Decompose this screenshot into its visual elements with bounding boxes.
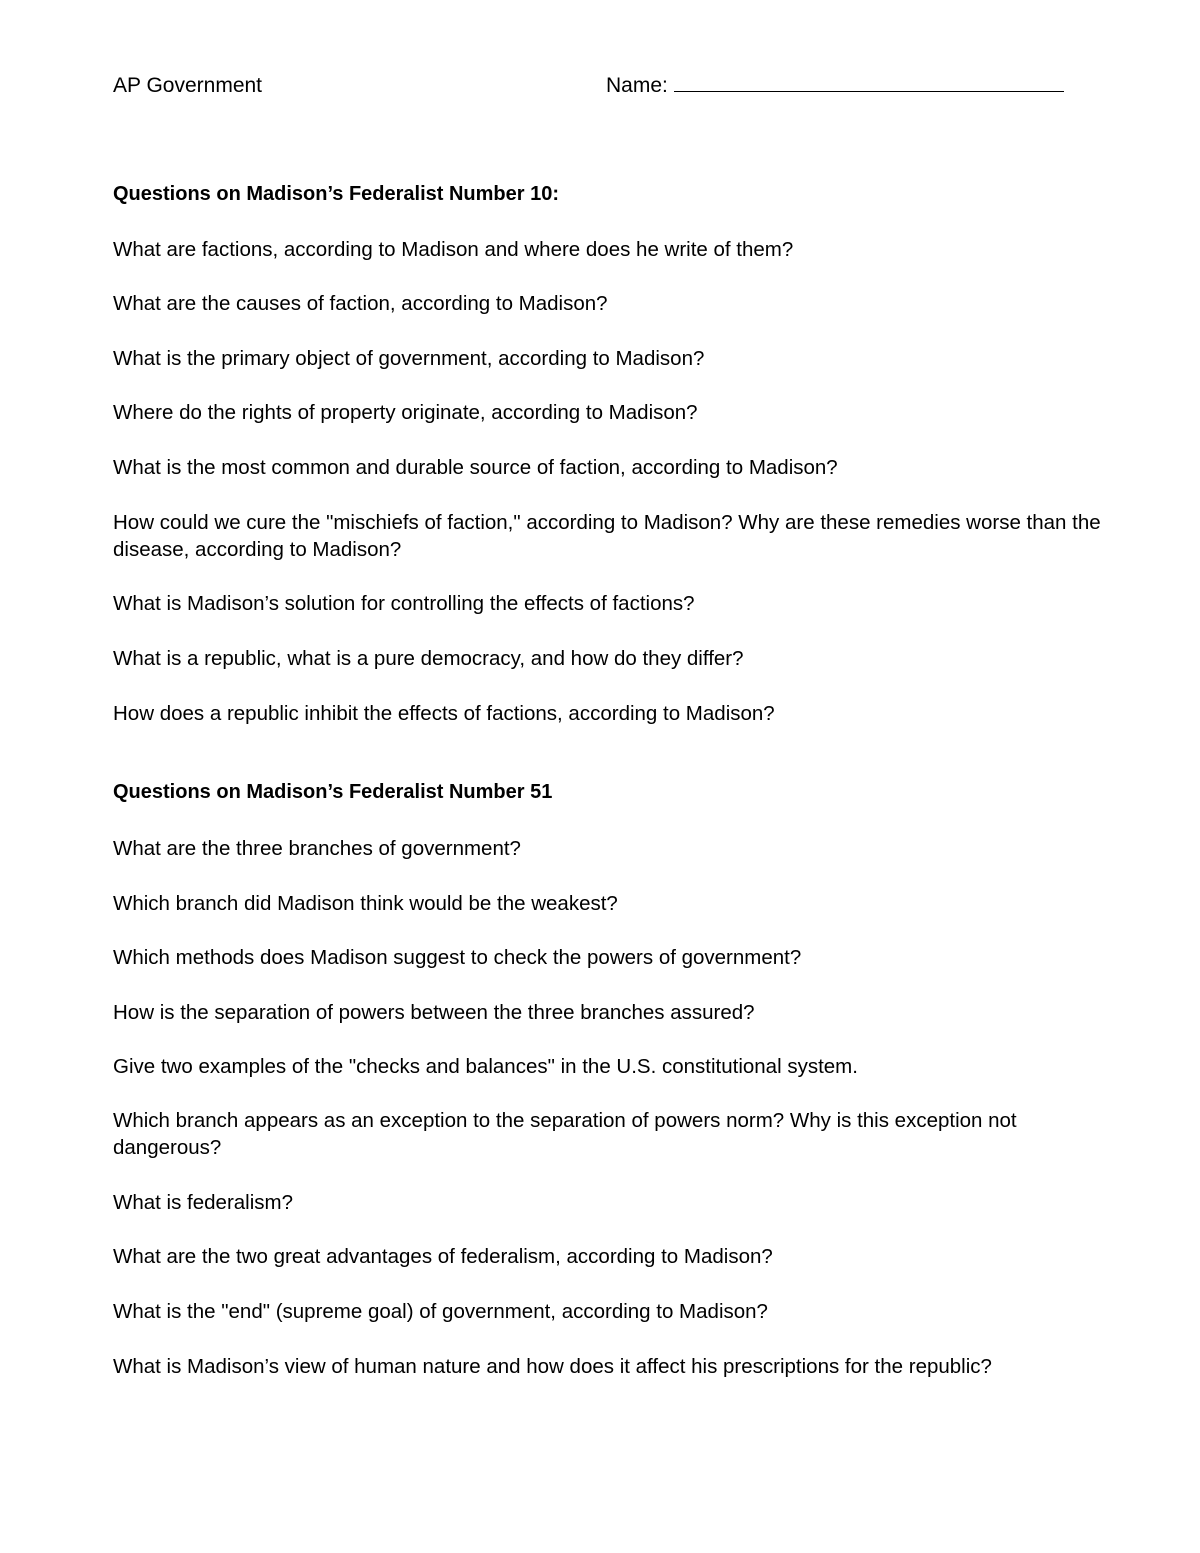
section-heading-federalist-51: Questions on Madison’s Federalist Number 51 (113, 781, 553, 803)
question-item: Which branch did Madison think would be the weakest? (113, 892, 618, 915)
name-field (606, 72, 1064, 99)
question-item: Where do the rights of property originate, according to Madison? (113, 401, 698, 424)
question-item: Which branch appears as an exception to the separation of powers norm? Why is this exception not dangerous? (113, 1109, 1017, 1159)
question-item: What is Madison’s solution for controlling the effects of factions? (113, 592, 695, 615)
question-item: What is the primary object of government, according to Madison? (113, 347, 705, 370)
name-blank-line (674, 73, 1064, 92)
question-item: How does a republic inhibit the effects of factions, according to Madison? (113, 702, 775, 725)
question-item: What is federalism? (113, 1191, 294, 1214)
question-item: What is Madison’s view of human nature and how does it affect his prescriptions for the republic? (113, 1355, 992, 1378)
question-item: What are factions, according to Madison and where does he write of them? (113, 238, 794, 261)
question-item: What is the most common and durable source of faction, according to Madison? (113, 456, 838, 479)
question-item: What is the "end" (supreme goal) of government, according to Madison? (113, 1300, 768, 1323)
name-label: Name: (606, 74, 668, 97)
question-item: How is the separation of powers between the three branches assured? (113, 1001, 755, 1024)
question-item: What are the two great advantages of federalism, according to Madison? (113, 1245, 773, 1268)
section-heading-federalist-10: Questions on Madison’s Federalist Number 10: (113, 183, 560, 205)
question-item: Give two examples of the "checks and balances" in the U.S. constitutional system. (113, 1055, 858, 1078)
question-item: Which methods does Madison suggest to check the powers of government? (113, 946, 802, 969)
question-item: What are the causes of faction, according to Madison? (113, 292, 608, 315)
question-item: What is a republic, what is a pure democracy, and how do they differ? (113, 647, 744, 670)
question-item: What are the three branches of government? (113, 837, 521, 860)
question-item: How could we cure the "mischiefs of faction," according to Madison? Why are these remedies worse than the disease, according to Madison? (113, 511, 1101, 561)
course-title: AP Government (113, 74, 263, 97)
